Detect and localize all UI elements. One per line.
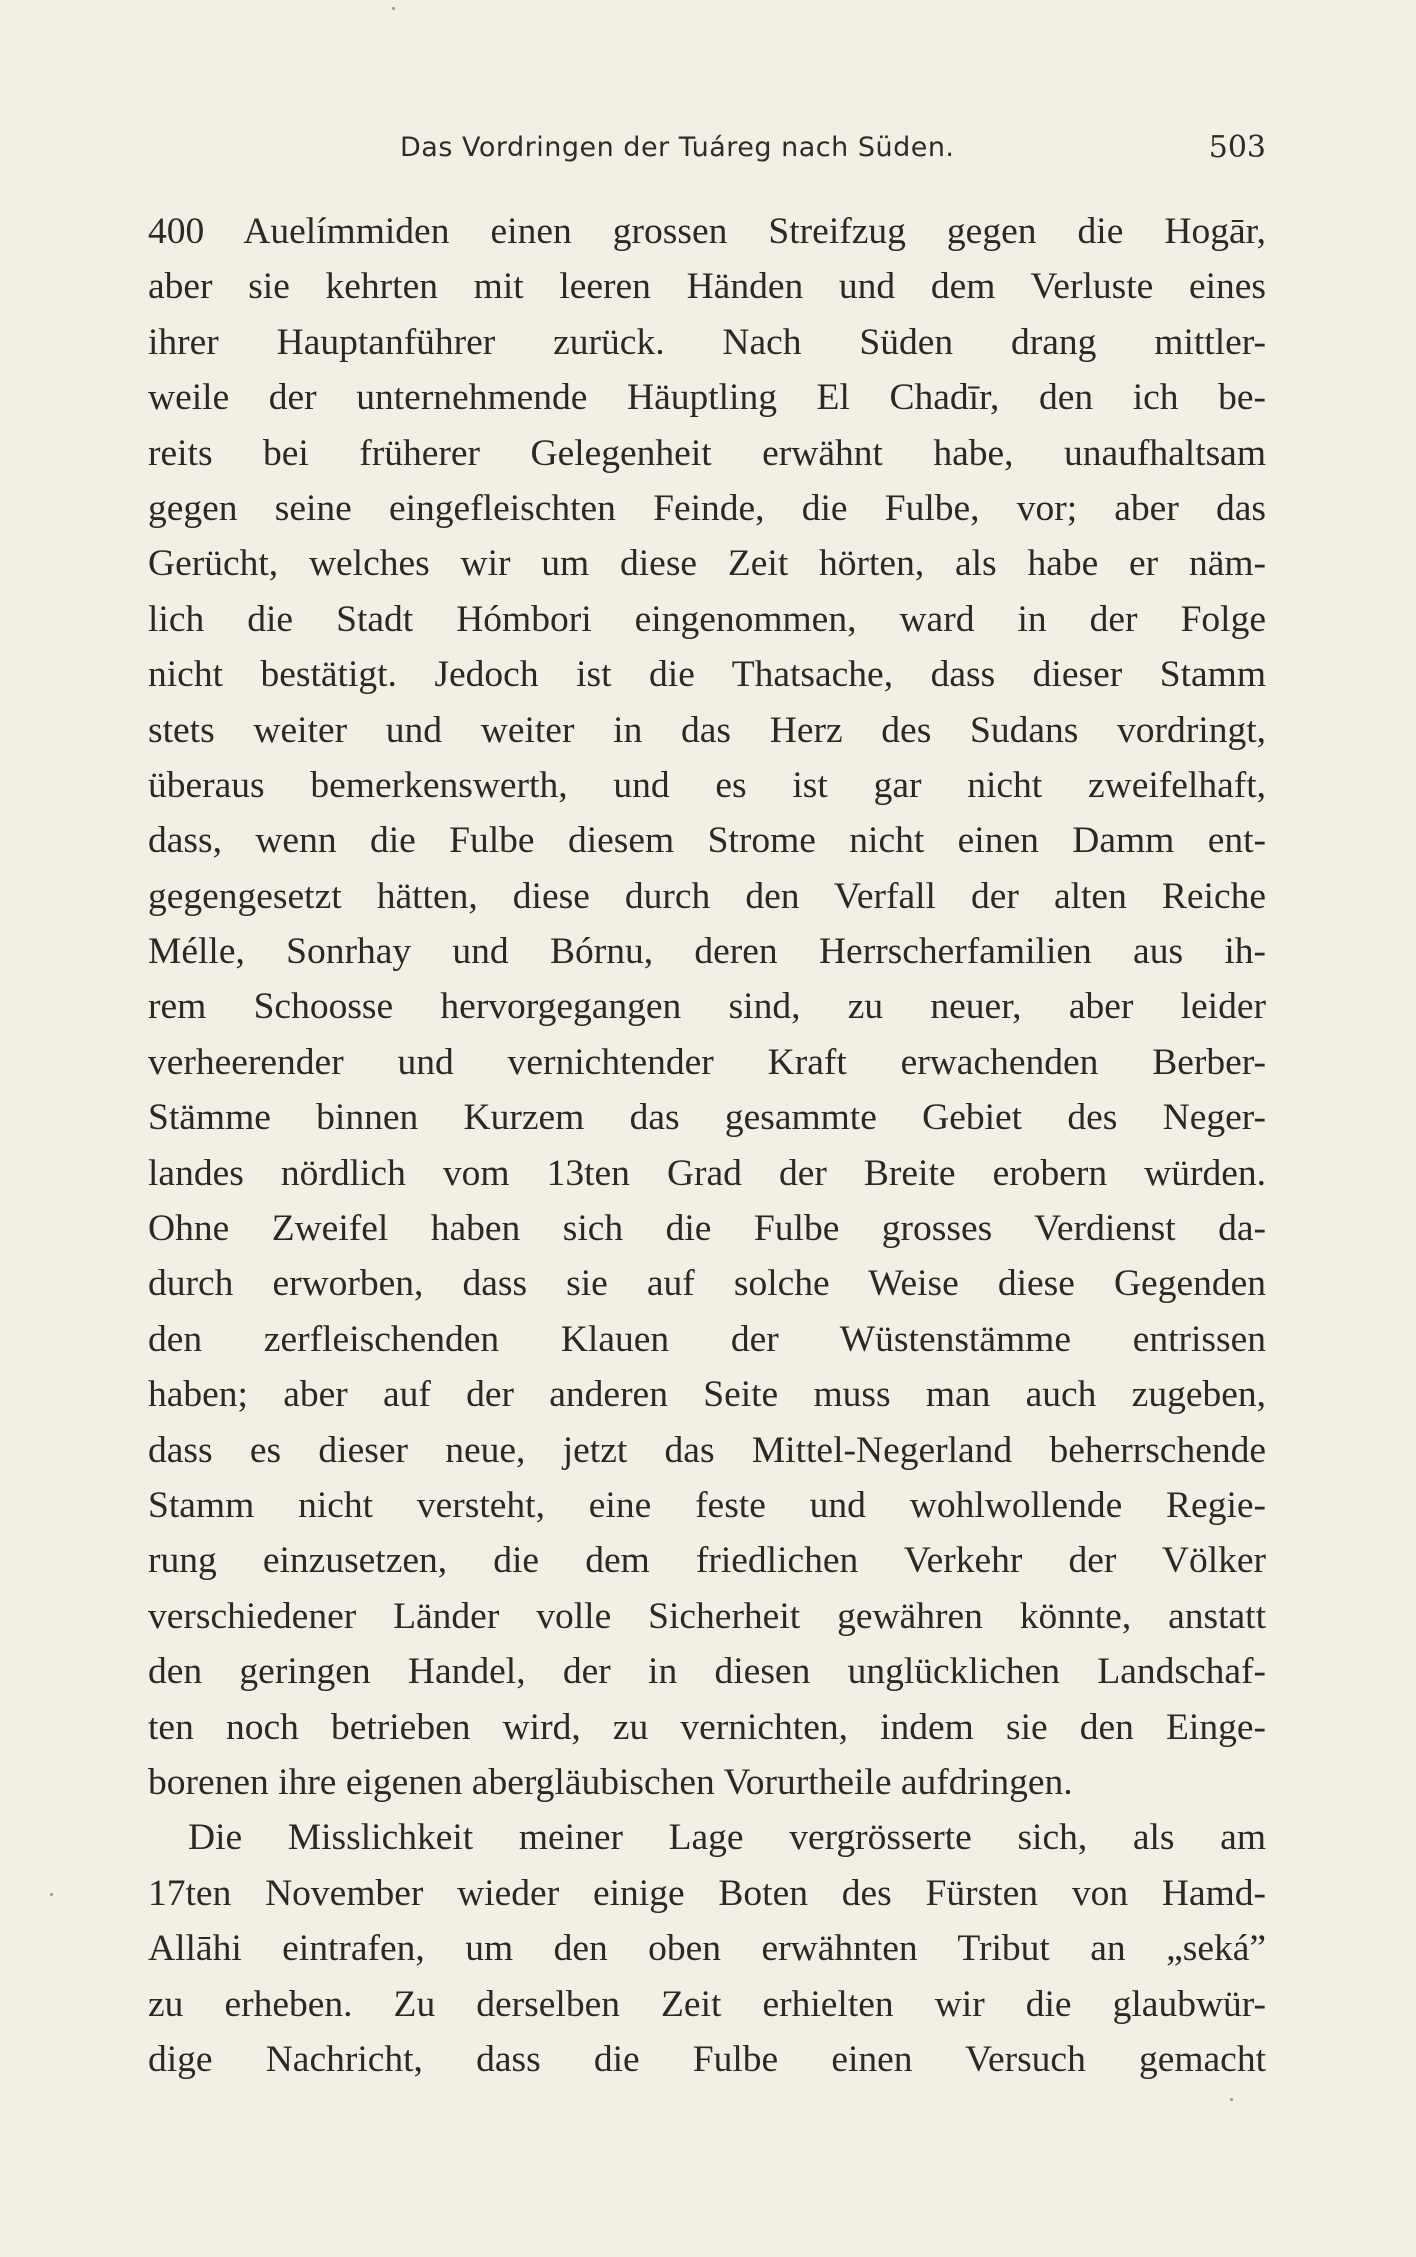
text-line: stets weiter und weiter in das Herz des Sudans vordringt,: [148, 709, 1266, 751]
text-line: Stämme binnen Kurzem das gesammte Gebiet des Neger-: [148, 1097, 1266, 1139]
text-line: dass, wenn die Fulbe diesem Strome nicht einen Damm ent-: [148, 820, 1266, 862]
text-line: weile der unternehmende Häuptling El Chadīr, den ich be-: [148, 377, 1266, 419]
text-line: ihrer Hauptanführer zurück. Nach Süden drang mittler-: [148, 321, 1266, 363]
text-line: borenen ihre eigenen abergläubischen Vorurtheile aufdringen.: [148, 1761, 1073, 1803]
text-line: zu erheben. Zu derselben Zeit erhielten wir die glaubwür-: [148, 1983, 1266, 2025]
text-line: haben; aber auf der anderen Seite muss man auch zugeben,: [148, 1374, 1266, 1416]
text-line: durch erworben, dass sie auf solche Weise diese Gegenden: [148, 1263, 1266, 1305]
text-line: dass es dieser neue, jetzt das Mittel-Negerland beherrschende: [148, 1429, 1266, 1471]
text-line: gegen seine eingefleischten Feinde, die Fulbe, vor; aber das: [148, 487, 1266, 529]
text-line: Gerücht, welches wir um diese Zeit hörten, als habe er näm-: [148, 543, 1266, 585]
body-text: [148, 204, 1266, 2087]
text-line-paragraph-start: Die Misslichkeit meiner Lage vergrösserte sich, als am: [188, 1817, 1266, 1859]
text-line: gegengesetzt hätten, diese durch den Verfall der alten Reiche: [148, 875, 1266, 917]
text-line: aber sie kehrten mit leeren Händen und dem Verluste eines: [148, 266, 1266, 308]
text-line: Ohne Zweifel haben sich die Fulbe grosses Verdienst da-: [148, 1208, 1266, 1250]
text-line: Allāhi eintrafen, um den oben erwähnten Tribut an „seká”: [148, 1928, 1266, 1970]
text-line: dige Nachricht, dass die Fulbe einen Versuch gemacht: [148, 2038, 1266, 2080]
text-line: lich die Stadt Hómbori eingenommen, ward in der Folge: [148, 598, 1266, 640]
text-line: verschiedener Länder volle Sicherheit gewähren könnte, anstatt: [148, 1595, 1266, 1637]
text-line: den geringen Handel, der in diesen unglücklichen Landschaf-: [148, 1651, 1266, 1693]
running-title: Das Vordringen der Tuáreg nach Süden.: [400, 132, 955, 163]
text-line: überaus bemerkenswerth, und es ist gar nicht zweifelhaft,: [148, 764, 1266, 806]
text-line: den zerfleischenden Klauen der Wüstenstämme entrissen: [148, 1318, 1266, 1360]
text-line: ten noch betrieben wird, zu vernichten, indem sie den Einge-: [148, 1706, 1266, 1748]
text-line: verheerender und vernichtender Kraft erwachenden Berber-: [148, 1041, 1266, 1083]
running-head: [148, 126, 1266, 176]
page-number: 503: [1208, 130, 1266, 165]
text-line: reits bei früherer Gelegenheit erwähnt habe, unaufhaltsam: [148, 432, 1266, 474]
paper-speck: [392, 7, 395, 10]
text-line: rem Schoosse hervorgegangen sind, zu neuer, aber leider: [148, 986, 1266, 1028]
text-line: nicht bestätigt. Jedoch ist die Thatsache, dass dieser Stamm: [148, 654, 1266, 696]
text-line: landes nördlich vom 13ten Grad der Breite erobern würden.: [148, 1152, 1266, 1194]
text-line: 400 Auelímmiden einen grossen Streifzug gegen die Hogār,: [148, 211, 1266, 252]
text-line: Mélle, Sonrhay und Bórnu, deren Herrscherfamilien aus ih-: [148, 931, 1266, 973]
paper-speck: [1230, 2098, 1233, 2101]
paper-speck: [50, 1893, 53, 1896]
text-line: rung einzusetzen, die dem friedlichen Verkehr der Völker: [148, 1540, 1266, 1582]
text-line: Stamm nicht versteht, eine feste und wohlwollende Regie-: [148, 1484, 1266, 1526]
text-line: 17ten November wieder einige Boten des Fürsten von Hamd-: [148, 1872, 1266, 1914]
